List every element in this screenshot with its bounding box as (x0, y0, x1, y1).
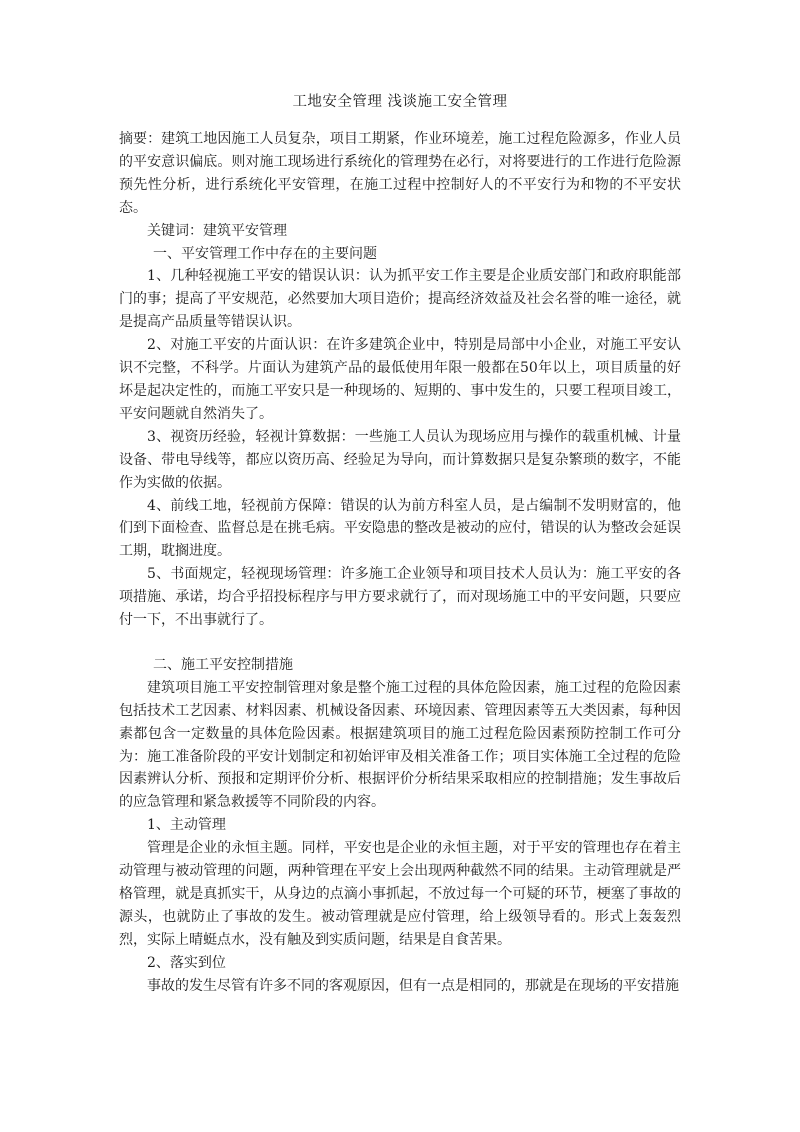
keywords-line: 关键词：建筑平安管理 (147, 222, 287, 239)
section-1-item-2: 2、对施工平安的片面认识：在许多建筑企业中，特别是局部中小企业，对施工平安认识不完整，不科学。片面认为建筑产品的最低使用年限一般都在50年以上，项目质量的好坏是起决定性的，而施工平安只是一种现场的、短期的、事中发生的，只要工程项目竣工，平安问题就自然消失了。 (119, 337, 681, 422)
section-1-heading: 一、平安管理工作中存在的主要问题 (153, 245, 377, 262)
document-title: 工地安全管理 浅谈施工安全管理 (292, 94, 508, 110)
document-body (119, 128, 681, 998)
section-1-item-3: 3、视资历经验，轻视计算数据：一些施工人员认为现场应用与操作的载重机械、计量设备、带电导线等，都应以资历高、经验足为导向，而计算数据只是复杂繁琐的数字，不能作为实做的依据。 (119, 428, 681, 491)
subsection-1-heading: 1、主动管理 (147, 817, 226, 834)
section-1-item-5: 5、书面规定，轻视现场管理：许多施工企业领导和项目技术人员认为：施工平安的各项措施、承诺，均合乎招投标程序与甲方要求就行了，而对现场施工中的平安问题，只要应付一下，不出事就行了。 (119, 566, 681, 629)
subsection-2-text: 事故的发生尽管有许多不同的客观原因，但有一点是相同的，那就是在现场的平安措施 (147, 977, 679, 994)
section-2-intro: 建筑项目施工平安控制管理对象是整个施工过程的具体危险因素，施工过程的危险因素包括技术工艺因素、材料因素、机械设备因素、环境因素、管理因素等五大类因素，每种因素都包含一定数量的具体危险因素。根据建筑项目的施工过程危险因素预防控制工作可分为：施工准备阶段的平安计划制定和初始评审及相关准备工作；项目实体施工全过程的危险因素辨认分析、预报和定期评价分析、根据评价分析结果采取相应的控制措施；发生事故后的应急管理和紧急救援等不同阶段的内容。 (119, 679, 681, 811)
section-spacer (119, 632, 681, 654)
subsection-2-heading: 2、落实到位 (147, 954, 226, 971)
abstract-paragraph: 摘要：建筑工地因施工人员复杂，项目工期紧，作业环境差，施工过程危险源多，作业人员的平安意识偏底。则对施工现场进行系统化的管理势在必行，对将要进行的工作进行危险源预先性分析，进行系统化平安管理，在施工过程中控制好人的不平安行为和物的不平安状态。 (119, 131, 681, 216)
section-1-item-1: 1、几种轻视施工平安的错误认识：认为抓平安工作主要是企业质安部门和政府职能部门的事；提高了平安规范，必然要加大项目造价；提高经济效益及社会名誉的唯一途径，就是提高产品质量等错误认识。 (119, 268, 681, 331)
section-2-heading: 二、施工平安控制措施 (153, 656, 293, 673)
section-1-item-4: 4、前线工地，轻视前方保障：错误的认为前方科室人员，是占编制不发明财富的，他们到下面检查、监督总是在挑毛病。平安隐患的整改是被动的应付，错误的认为整改会延误工期，耽搁进度。 (119, 497, 681, 560)
subsection-1-text: 管理是企业的永恒主题。同样，平安也是企业的永恒主题，对于平安的管理也存在着主动管理与被动管理的问题，两种管理在平安上会出现两种截然不同的结果。主动管理就是严格管理，就是真抓实干，从身边的点滴小事抓起，不放过每一个可疑的环节，梗塞了事故的源头，也就防止了事故的发生。被动管理就是应付管理，给上级领导看的。形式上轰轰烈烈，实际上晴蜓点水，没有触及到实质问题，结果是自食苦果。 (119, 840, 681, 948)
